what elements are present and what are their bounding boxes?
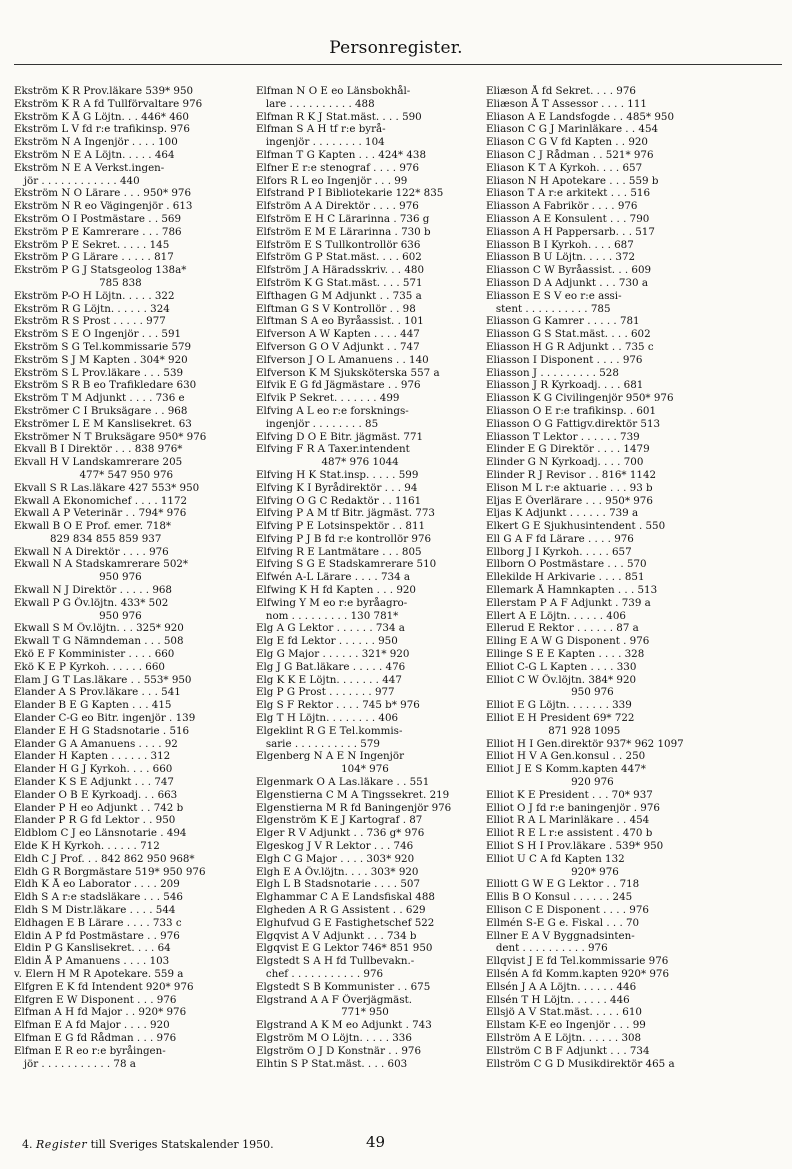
index-entry: Ekström N E A Verkst.ingen-: [14, 161, 165, 174]
index-entry: Elfgren E W Disponent . . . 976: [14, 993, 177, 1006]
index-entry: Eldh S M Distr.läkare . . . . 544: [14, 904, 176, 916]
index-entry: Eliasson O E r:e trafikinsp. . 601: [486, 404, 657, 417]
index-entry: Elfverson J O L Amanuens . . 140: [256, 353, 429, 366]
index-entry: Elinder G N Kyrkoadj. . . . 700: [486, 456, 644, 469]
index-entry: Elison M L r:e aktuarie . . . 93 b: [486, 481, 653, 494]
index-entry: Elgstedt S B Kommunister . . 675: [256, 980, 431, 993]
index-entry: Ekström T M Adjunkt . . . . 736 e: [14, 392, 185, 405]
index-entry: Elfwing K H fd Kapten . . . 920: [256, 584, 416, 597]
index-entry: Elfman N O E eo Länsbokhål-: [256, 85, 411, 97]
index-entry: Elgström M O Löjtn. . . . . 336: [256, 1031, 412, 1044]
index-entry: Ekvall H V Landskamrerare 205: [14, 456, 183, 469]
index-entry: Elfwén A-L Lärare . . . . 734 a: [256, 571, 411, 584]
index-entry: Elander K S E Adjunkt . . . 747: [14, 776, 174, 789]
index-entry: Ekströmer C I Bruksägare . . 968: [14, 404, 188, 417]
index-entry: Elgeskog J V R Lektor . . . 746: [256, 840, 414, 853]
index-entry: Eliasson A E Konsulent . . . 790: [486, 212, 650, 225]
index-entry: Elander H Kapten . . . . . . 312: [14, 750, 171, 763]
index-entry: Ellison C E Disponent . . . . 976: [486, 904, 649, 916]
index-entry: Elling E A W G Disponent . 976: [486, 635, 650, 648]
index-entry: Elander C-G eo Bitr. ingenjör . 139: [14, 712, 196, 725]
index-entry: Elgheden A R G Assistent . . 629: [256, 904, 426, 916]
index-entry: Ekström S L Prov.läkare . . . 539: [14, 366, 184, 379]
index-entry: Elliot R A L Marinläkare . . 454: [486, 814, 650, 827]
index-column-right: [486, 85, 718, 1070]
index-entry: Elfverson K M Sjuksköterska 557 a: [256, 366, 440, 379]
index-entry: Ekström P-O H Löjtn. . . . . 322: [14, 289, 175, 302]
index-entry: Elkert G E Sjukhusintendent . 550: [486, 520, 666, 533]
index-entry: Eliason K T A Kyrkoh. . . . 657: [486, 161, 643, 174]
index-entry: Ekström K R A fd Tullförvaltare 976: [14, 97, 203, 110]
index-entry: Eliasson B I Kyrkoh. . . . 687: [486, 238, 634, 251]
index-entry: Eldh K Å eo Laborator . . . . 209: [14, 878, 180, 891]
index-entry: Elfving P J B fd r:e kontrollör 976: [256, 532, 432, 545]
index-entry: Elander E H G Stadsnotarie . 516: [14, 724, 190, 737]
index-entry: Elliot S H I Prov.läkare . 539* 950: [486, 840, 664, 853]
index-entry: Eliasson H G R Adjunkt . . 735 c: [486, 340, 654, 353]
index-entry: Eldin P G Kanslisekret. . . . 64: [14, 942, 171, 955]
index-entry: Elliot H I Gen.direktör 937* 962 1097: [486, 737, 684, 750]
index-entry: Eliasson G Kamrer . . . . . 781: [486, 315, 640, 328]
index-entry: Elgh C G Major . . . . 303* 920: [256, 852, 415, 865]
index-entry: Elander O B E Kyrkoadj. . . 663: [14, 788, 178, 801]
index-entry: Elliot E G Löjtn. . . . . . . 339: [486, 699, 632, 712]
index-entry: chef . . . . . . . . . . . 976: [256, 967, 384, 980]
index-entry: Ekström K R Prov.läkare 539* 950: [14, 85, 194, 97]
index-entry: Elfström E H C Lärarinna . 736 g: [256, 212, 430, 225]
index-entry: Ellinge S E E Kapten . . . . 328: [486, 648, 645, 661]
index-entry: Ekström S E O Ingenjör . . . 591: [14, 328, 182, 341]
index-entry: Elgenstierna C M A Tingssekret. 219: [256, 788, 450, 801]
index-entry: Elg G Major . . . . . . 321* 920: [256, 648, 410, 661]
footer-caption: [22, 1138, 274, 1151]
index-entry: Elfors R L eo Ingenjör . . . 99: [256, 174, 408, 187]
index-entry: Ekström L V fd r:e trafikinsp. 976: [14, 123, 190, 136]
index-entry: Elfving D O E Bitr. jägmäst. 771: [256, 430, 424, 443]
index-entry: Elfving S G E Stadskamrerare 510: [256, 558, 437, 571]
page-number: 49: [366, 1133, 386, 1151]
index-entry: Ellborg J I Kyrkoh. . . . . 657: [486, 545, 632, 558]
index-entry: 950 976: [14, 609, 142, 622]
index-entry: Elfwing Y M eo r:e byråagro-: [256, 596, 408, 609]
index-entry: Elfman S A H tf r:e byrå-: [256, 123, 386, 136]
index-entry: 771* 950: [256, 1006, 389, 1019]
index-column-middle: [256, 85, 478, 1070]
index-entry: Ekvall S R Las.läkare 427 553* 950: [14, 481, 200, 494]
index-entry: Elinder E G Direktör . . . . 1479: [486, 443, 650, 456]
index-entry: 950 976: [14, 571, 142, 584]
index-entry: Elfving P E Lotsinspektör . . 811: [256, 520, 426, 533]
index-entry: Ellmén S-E G e. Fiskal . . . 70: [486, 916, 640, 929]
index-entry: 829 834 855 859 937: [14, 532, 162, 545]
index-entry: Ellstam K-E eo Ingenjör . . . 99: [486, 1019, 646, 1032]
index-entry: Ellerstam P A F Adjunkt . 739 a: [486, 596, 651, 609]
index-entry: Eliasson D A Adjunkt . . . 730 a: [486, 276, 648, 289]
index-entry: Ekströmer L E M Kanslisekret. 63: [14, 417, 192, 430]
index-entry: Elander A S Prov.läkare . . . 541: [14, 686, 181, 699]
index-entry: 950 976: [486, 686, 614, 699]
index-entry: Eliasson J . . . . . . . . . 528: [486, 366, 619, 379]
index-entry: Eldh S A r:e stadsläkare . . . 546: [14, 891, 183, 904]
index-entry: Elgh L B Stadsnotarie . . . . 507: [256, 878, 420, 891]
index-entry: Elander H G J Kyrkoh. . . . 660: [14, 763, 173, 776]
index-entry: Elgenmark O A Las.läkare . . 551: [256, 776, 430, 789]
index-entry: Ekström N O Lärare . . . 950* 976: [14, 187, 192, 200]
index-entry: Elg J G Bat.läkare . . . . . 476: [256, 660, 406, 673]
index-entry: Eldin A P fd Postmästare . . 976: [14, 929, 180, 942]
index-entry: Eliæson Å T Assessor . . . . 111: [486, 97, 647, 110]
index-entry: Ekström R G Löjtn. . . . . . 324: [14, 302, 170, 315]
index-entry: Ekwall S M Öv.löjtn. . . 325* 920: [14, 622, 184, 635]
footer-register-word: Register: [36, 1138, 88, 1151]
index-entry: Ekström N R eo Vägingenjör . 613: [14, 200, 193, 213]
index-entry: Eljas K Adjunkt . . . . . . 739 a: [486, 507, 639, 520]
index-entry: Elfner E r:e stenograf . . . . 976: [256, 161, 420, 174]
index-entry: Elfving O G C Redaktör . . 1161: [256, 494, 422, 507]
index-entry: Elfthagen G M Adjunkt . . 735 a: [256, 289, 422, 302]
index-entry: Ellert A E Löjtn. . . . . . 406: [486, 609, 626, 622]
index-entry: 477* 547 950 976: [14, 468, 174, 481]
index-entry: Elfving R E Lantmätare . . . 805: [256, 545, 422, 558]
index-entry: Elander P R G fd Lektor . . 950: [14, 814, 176, 827]
index-entry: Ekström R S Prost . . . . . 977: [14, 315, 166, 328]
index-entry: 920 976: [486, 776, 614, 789]
index-entry: Ellborn O Postmästare . . . 570: [486, 558, 647, 571]
index-entry: Elliot E H President 69* 722: [486, 712, 635, 725]
index-entry: Elliot J E S Komm.kapten 447*: [486, 763, 646, 776]
index-entry: Ekö K E P Kyrkoh. . . . . . 660: [14, 660, 165, 673]
index-entry: Elfström E M E Lärarinna . 730 b: [256, 225, 431, 238]
index-entry: Eliason C G V fd Kapten . . 920: [486, 136, 648, 149]
index-entry: Eliason A E Landsfogde . . 485* 950: [486, 110, 674, 123]
index-entry: Elliot R E L r:e assistent . 470 b: [486, 827, 653, 840]
index-entry: Elander B E G Kapten . . . 415: [14, 699, 172, 712]
index-entry: Ekwall A Ekonomichef . . . . 1172: [14, 494, 188, 507]
index-entry: Elliot C-G L Kapten . . . . 330: [486, 660, 637, 673]
index-entry: Eliasson K G Civilingenjör 950* 976: [486, 392, 674, 405]
index-entry: ingenjör . . . . . . . . 104: [256, 136, 385, 149]
index-entry: Elgstrand A A F Överjägmäst.: [256, 993, 413, 1006]
index-entry: Elliot C W Öv.löjtn. 384* 920: [486, 673, 637, 686]
index-entry: 785 838: [14, 276, 142, 289]
index-entry: Ekö E F Komminister . . . . 660: [14, 648, 175, 661]
index-entry: Elliot K E President . . . 70* 937: [486, 788, 653, 801]
index-entry: 871 928 1095: [486, 724, 621, 737]
index-entry: Ekström O I Postmästare . . 569: [14, 212, 182, 225]
index-entry: Elfman E A fd Major . . . . 920: [14, 1019, 170, 1032]
index-entry: Elhtin S P Stat.mäst. . . . 603: [256, 1057, 408, 1070]
footer-number: 4.: [22, 1138, 33, 1151]
index-entry: Elg K K E Löjtn. . . . . . . 447: [256, 673, 402, 686]
index-entry: Ellsjö A V Stat.mäst. . . . . 610: [486, 1006, 642, 1019]
index-entry: Eldblom C J eo Länsnotarie . 494: [14, 827, 187, 840]
index-entry: Eliasson G S Stat.mäst. . . . 602: [486, 328, 651, 341]
index-entry: Elliot H V A Gen.konsul . . 250: [486, 750, 646, 763]
index-entry: Eldin Å P Amanuens . . . . 103: [14, 955, 170, 968]
index-entry: 487* 976 1044: [256, 456, 399, 469]
index-entry: Ellis B O Konsul . . . . . . 245: [486, 891, 633, 904]
index-entry: dent . . . . . . . . . . 976: [486, 942, 608, 955]
index-entry: Elfström K G Stat.mäst. . . . 571: [256, 276, 423, 289]
index-entry: Elfverson A W Kapten . . . . 447: [256, 328, 420, 341]
index-entry: Ekström N A Ingenjör . . . . 100: [14, 136, 178, 149]
index-entry: Ekström P G J Statsgeolog 138a*: [14, 264, 187, 277]
index-entry: Elftman S A eo Byråassist. . 101: [256, 315, 424, 328]
index-entry: Elfman E R eo r:e byråingen-: [14, 1044, 166, 1057]
index-entry: Elfving F R A Taxer.intendent: [256, 443, 410, 456]
index-entry: Eliasson I Disponent . . . . 976: [486, 353, 643, 366]
index-entry: Elfman T G Kapten . . . 424* 438: [256, 148, 426, 161]
index-entry: Elliot O J fd r:e baningenjör . 976: [486, 801, 660, 814]
index-entry: Eliasson J R Kyrkoadj. . . . 681: [486, 379, 644, 392]
index-entry: Eliasson A H Pappersarb. . . 517: [486, 225, 655, 238]
index-entry: Ell G A F fd Lärare . . . . 976: [486, 532, 634, 545]
index-entry: Elger R V Adjunkt . . 736 g* 976: [256, 827, 425, 840]
index-entry: Ekström P E Kamrerare . . . 786: [14, 225, 182, 238]
index-entry: Ellström C B F Adjunkt . . . 734: [486, 1044, 650, 1057]
index-entry: Elfström G P Stat.mäst. . . . 602: [256, 251, 422, 264]
index-entry: Eldhagen E B Lärare . . . . 733 c: [14, 916, 182, 929]
index-entry: Elfving P A M tf Bitr. jägmäst. 773: [256, 507, 435, 520]
index-entry: Elg P G Prost . . . . . . . 977: [256, 686, 395, 699]
index-entry: Ellqvist J E fd Tel.kommissarie 976: [486, 955, 669, 968]
index-entry: Elfving A L eo r:e forsknings-: [256, 404, 409, 417]
index-entry: Elgh E A Öv.löjtn. . . . 303* 920: [256, 865, 419, 878]
index-entry: Elftman G S V Kontrollör . . 98: [256, 302, 416, 315]
index-entry: Elgenstierna M R fd Baningenjör 976: [256, 801, 452, 814]
index-entry: Elander G A Amanuens . . . . 92: [14, 737, 178, 750]
index-entry: Elfving H K Stat.insp. . . . . 599: [256, 468, 419, 481]
index-entry: Elfström E S Tullkontrollör 636: [256, 238, 421, 251]
index-entry: Elfving K I Byrådirektör . . . 94: [256, 481, 418, 494]
index-entry: Elg E fd Lektor . . . . . . 950: [256, 635, 398, 648]
index-entry: Elfström J A Häradsskriv. . . 480: [256, 264, 424, 277]
index-entry: Ellsén A fd Komm.kapten 920* 976: [486, 967, 670, 980]
index-entry: Eldh G R Borgmästare 519* 950 976: [14, 865, 206, 878]
index-entry: Ellemark Å Hamnkapten . . . 513: [486, 584, 658, 597]
index-entry: stent . . . . . . . . . . 785: [486, 302, 611, 315]
index-entry: Elgenberg N A E N Ingenjör: [256, 750, 404, 763]
index-entry: Elghammar C A E Landsfiskal 488: [256, 891, 435, 904]
footer-caption-text: till Sveriges Statskalender 1950.: [87, 1138, 274, 1151]
index-entry: Elfman A H fd Major . . 920* 976: [14, 1006, 187, 1019]
index-entry: Ellekilde H Arkivarie . . . . 851: [486, 571, 645, 584]
index-entry: Elg T H Löjtn. . . . . . . . 406: [256, 712, 399, 725]
header-rule: [14, 64, 782, 65]
index-entry: Ellsén T H Löjtn. . . . . . 446: [486, 993, 630, 1006]
index-entry: 920* 976: [486, 865, 619, 878]
index-entry: Elfvik P Sekret. . . . . . . 499: [256, 392, 400, 405]
index-entry: Ekwall N A Direktör . . . . 976: [14, 545, 169, 558]
index-entry: Elfverson G O V Adjunkt . . 747: [256, 340, 420, 353]
index-entry: Ekwall T G Nämndeman . . . 508: [14, 635, 184, 648]
index-entry: Elfstrand P I Bibliotekarie 122* 835: [256, 187, 444, 200]
index-entry: Elfman E G fd Rådman . . . 976: [14, 1031, 177, 1044]
index-entry: Ekström P E Sekret. . . . . 145: [14, 238, 170, 251]
index-entry: Ellner E A V Byggnadsinten-: [486, 929, 635, 942]
index-entry: Eliason N H Apotekare . . . 559 b: [486, 174, 659, 187]
index-entry: Elfman R K J Stat.mäst. . . . 590: [256, 110, 422, 123]
index-entry: Ekwall N A Stadskamrerare 502*: [14, 558, 189, 571]
index-entry: Ekwall P G Öv.löjtn. 433* 502: [14, 596, 169, 609]
index-entry: Elliot U C A fd Kapten 132: [486, 852, 625, 865]
index-entry: Eliasson C W Byråassist. . . 609: [486, 264, 652, 277]
index-entry: Eliasson O G Fattigv.direktör 513: [486, 417, 661, 430]
index-entry: Elfvik E G fd Jägmästare . . 976: [256, 379, 421, 392]
index-entry: Ekströmer N T Bruksägare 950* 976: [14, 430, 207, 443]
index-entry: 104* 976: [256, 763, 389, 776]
index-entry: Elgstrand A K M eo Adjunkt . 743: [256, 1019, 432, 1032]
index-entry: Ekström N E A Löjtn. . . . . 464: [14, 148, 175, 161]
index-entry: jör . . . . . . . . . . . . 440: [14, 174, 140, 187]
index-entry: Elgstedt S A H fd Tullbevakn.-: [256, 955, 415, 968]
index-entry: Ellsén J A A Löjtn. . . . . . 446: [486, 980, 637, 993]
index-entry: lare . . . . . . . . . . 488: [256, 97, 375, 110]
index-entry: Eliæson Å fd Sekret. . . . 976: [486, 85, 636, 97]
index-entry: Elfström A A Direktör . . . . 976: [256, 200, 419, 213]
index-entry: Elg S F Rektor . . . . 745 b* 976: [256, 699, 420, 712]
index-entry: Ekwall B O E Prof. emer. 718*: [14, 520, 172, 533]
index-entry: Elghufvud G E Fastighetschef 522: [256, 916, 435, 929]
index-entry: Ekvall B I Direktör . . . 838 976*: [14, 443, 183, 456]
index-entry: Elander P H eo Adjunkt . . 742 b: [14, 801, 184, 814]
index-entry: Elgeklint R G E Tel.kommis-: [256, 724, 403, 737]
index-entry: Ekström S R B eo Trafikledare 630: [14, 379, 197, 392]
index-entry: Elg A G Lektor . . . . . . 734 a: [256, 622, 405, 635]
index-entry: Ekström K Å G Löjtn. . . 446* 460: [14, 110, 189, 123]
index-entry: Ellström C G D Musikdirektör 465 a: [486, 1057, 675, 1070]
index-entry: Ekström S G Tel.kommissarie 579: [14, 340, 192, 353]
index-entry: Ekwall A P Veterinär . . 794* 976: [14, 507, 187, 520]
index-entry: Ekwall N J Direktör . . . . . 968: [14, 584, 172, 597]
index-entry: Elgqvist A V Adjunkt . . . 734 b: [256, 929, 417, 942]
index-entry: nom . . . . . . . . . 130 781*: [256, 609, 399, 622]
index-entry: Elfgren E K fd Intendent 920* 976: [14, 980, 194, 993]
index-entry: Elliott G W E G Lektor . . 718: [486, 878, 640, 891]
index-entry: sarie . . . . . . . . . . 579: [256, 737, 380, 750]
index-entry: ingenjör . . . . . . . . 85: [256, 417, 379, 430]
index-entry: Eliason T A r:e arkitekt . . . 516: [486, 187, 651, 200]
index-column-left: [14, 85, 246, 1070]
index-entry: v. Elern H M R Apotekare. 559 a: [14, 967, 184, 980]
index-entry: Eliason C J Rådman . . 521* 976: [486, 148, 654, 161]
index-entry: Eljas E Överlärare . . . 950* 976: [486, 494, 653, 507]
index-entry: Elam J G T Las.läkare . . 553* 950: [14, 673, 192, 686]
index-entry: Eliason C G J Marinläkare . . 454: [486, 123, 659, 136]
index-entry: Ellerud E Rektor . . . . . . 87 a: [486, 622, 639, 635]
index-entry: jör . . . . . . . . . . . 78 a: [14, 1057, 136, 1070]
index-entry: Eldh C J Prof. . . 842 862 950 968*: [14, 852, 195, 865]
index-entry: Elgström O J D Konstnär . . 976: [256, 1044, 422, 1057]
index-entry: Elgenström K E J Kartograf . 87: [256, 814, 423, 827]
index-entry: Eliasson B U Löjtn. . . . . 372: [486, 251, 636, 264]
index-entry: Ekström P G Lärare . . . . . 817: [14, 251, 174, 264]
index-entry: Eliasson A Fabrikör . . . . 976: [486, 200, 638, 213]
index-entry: Elde K H Kyrkoh. . . . . . 712: [14, 840, 160, 853]
index-entry: Elgqvist E G Lektor 746* 851 950: [256, 942, 433, 955]
index-entry: Eliasson E S V eo r:e assi-: [486, 289, 622, 302]
index-entry: Eliasson T Lektor . . . . . . 739: [486, 430, 640, 443]
page-title: Personregister.: [329, 38, 463, 58]
index-entry: Elinder R J Revisor . . 816* 1142: [486, 468, 657, 481]
index-entry: Ellström A E Löjtn. . . . . . 308: [486, 1031, 642, 1044]
index-entry: Ekström S J M Kapten . 304* 920: [14, 353, 188, 366]
